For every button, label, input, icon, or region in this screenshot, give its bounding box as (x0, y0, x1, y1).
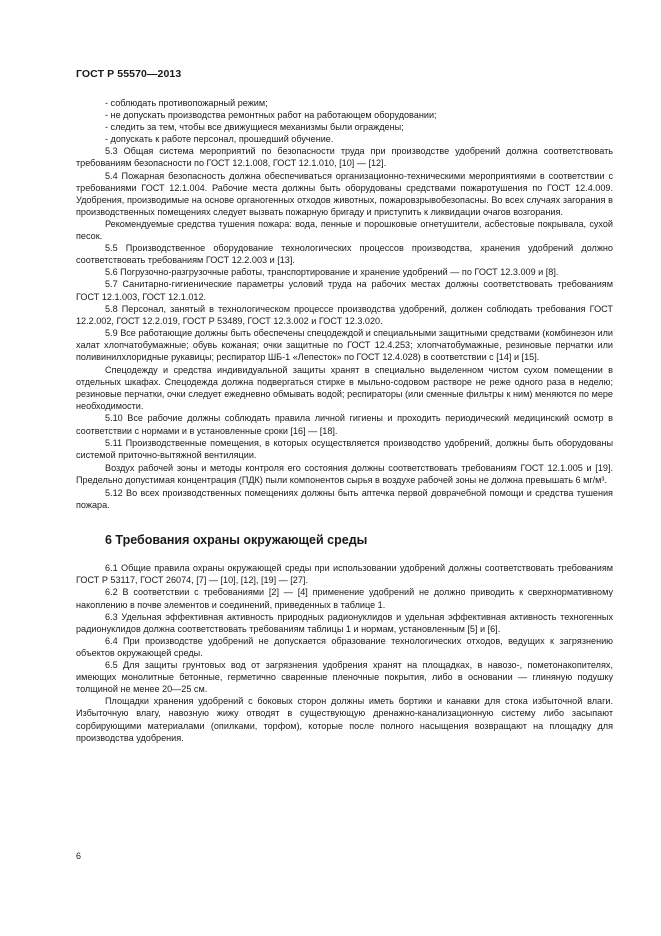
paragraph: Рекомендуемые средства тушения пожара: вода, пенные и порошковые огнетушители, асбестовые покрывала, сухой песок. (76, 218, 613, 242)
paragraph-6-5: 6.5 Для защиты грунтовых вод от загрязнения удобрения хранят на площадках, в навозо-, пометонакопителях, имеющих монолитные бетонные, герметично сваренные пленочные покрытия, либо в основании — глиняную подушку толщиной не менее 20—25 см. (76, 660, 613, 695)
paragraph-5-3: 5.3 Общая система мероприятий по безопасности труда при производстве удобрений должна соответствовать требованиям безопасности по ГОСТ 12.1.008, ГОСТ 12.1.010, [10] — [12]. (76, 146, 613, 169)
paragraph-5-10: 5.10 Все рабочие должны соблюдать правила личной гигиены и проходить периодический медицинский осмотр в соответствии с нормами и в установленные сроки [16] — [18]. (76, 413, 613, 436)
list-item: - допускать к работе персонал, прошедший обучение. (105, 134, 334, 145)
list-item: - следить за тем, чтобы все движущиеся механизмы были ограждены; (105, 122, 404, 133)
paragraph-5-12: 5.12 Во всех производственных помещениях должны быть аптечка первой доврачебной помощи и средства тушения пожара. (76, 488, 613, 511)
page-number: 6 (76, 851, 82, 861)
paragraph-6-1: 6.1 Общие правила охраны окружающей среды при использовании удобрений должны соответствовать требованиям ГОСТ Р 53117, ГОСТ 26074, [7] — [10], [12], [19] — [27]. (76, 563, 613, 586)
paragraph-5-8: 5.8 Персонал, занятый в технологическом процессе производства удобрений, должен соблюдать требования ГОСТ 12.2.002, ГОСТ 12.2.019, ГОСТ Р 53489, ГОСТ 12.3.002 и ГОСТ 12.3.020. (76, 303, 613, 326)
page-content (76, 97, 613, 744)
paragraph-5-7: 5.7 Санитарно-гигиенические параметры условий труда на рабочих местах должны соответствовать требованиям ГОСТ 12.1.003, ГОСТ 12.1.012. (76, 279, 613, 302)
paragraph-5-11: 5.11 Производственные помещения, в которых осуществляется производство удобрений, должны быть оборудованы системой приточно-вытяжной вентиляции. (76, 437, 613, 460)
paragraph-6-3: 6.3 Удельная эффективная активность природных радионуклидов и удельная эффективная активность техногенных радионуклидов должна соответствовать требованиям таблицы 1 и нормам, установленным [5] и [6]. (76, 611, 613, 634)
paragraph-5-5: 5.5 Производственное оборудование технологических процессов производства, хранения удобрений должно соответствовать требованиям ГОСТ 12.2.003 и [13]. (76, 243, 613, 266)
document-header: ГОСТ Р 55570—2013 (76, 68, 182, 80)
paragraph-5-9: 5.9 Все работающие должны быть обеспечены спецодеждой и специальными защитными средствами (комбинезон или халат хлопчатобумажные; обувь кожаная; очки защитные по ГОСТ 12.4.253; хлопчатобумажные, резиновые перчатки или поливинилхлоридные рукавицы; респиратор ШБ-1 «Лепесток» по ГОСТ 12.4.028) в соответствии с [14] и [15]. (76, 327, 613, 362)
paragraph-6-2: 6.2 В соответствии с требованиями [2] — [4] применение удобрений не должно приводить к сверхнормативному накоплению в почве элементов и соединений, приведенных в таблице 1. (76, 587, 613, 610)
paragraph-5-4: 5.4 Пожарная безопасность должна обеспечиваться организационно-техническими мероприятиями в соответствии с требованиями ГОСТ 12.1.004. Рабочие места должны быть оборудованы средствами пожаротушения по ГОСТ 12.4.009. Удобрения, производимые на основе органогенных отходов животных, пожаровзрывобезопасны. Во всех случаях загорания в производственных помещениях следует вызвать пожарную бригаду и приступить к ликвидации очагов возгорания. (76, 170, 613, 217)
section-heading: 6 Требования охраны окружающей среды (105, 533, 368, 548)
list-item: - соблюдать противопожарный режим; (105, 98, 268, 108)
paragraph: Воздух рабочей зоны и методы контроля его состояния должны соответствовать требованиям ГОСТ 12.1.005 и [19]. Предельно допустимая концентрация (ПДК) пыли компонентов сырья в воздухе рабочей зоны не должна превышать 6 мг/м³. (76, 462, 613, 485)
paragraph: Спецодежду и средства индивидуальной защиты хранят в специально выделенном чистом сухом помещении в отдельных шкафах. Спецодежда должна подвергаться стирке в мыльно-содовом растворе не реже одного раза в неделю; резиновые перчатки, очки следует ежедневно обмывать водой; респираторы (или сменные фильтры к ним) меняются по мере необходимости. (76, 365, 613, 412)
paragraph-6-4: 6.4 При производстве удобрений не допускается образование технологических отходов, ведущих к загрязнению объектов окружающей среды. (76, 635, 613, 658)
paragraph: Площадки хранения удобрений с боковых сторон должны иметь бортики и канавки для стока избыточной влаги. Избыточную влагу, навозную жижу отводят в существующую дренажно-канализационную систему либо засыпают сорбирующими материалами (опилками, торфом), которые после полного насыщения возвращают на площадку для производства удобрения. (76, 696, 613, 743)
paragraph-5-6: 5.6 Погрузочно-разгрузочные работы, транспортирование и хранение удобрений — по ГОСТ 12.3.009 и [8]. (105, 267, 559, 278)
list-item: - не допускать производства ремонтных работ на работающем оборудовании; (105, 110, 437, 121)
